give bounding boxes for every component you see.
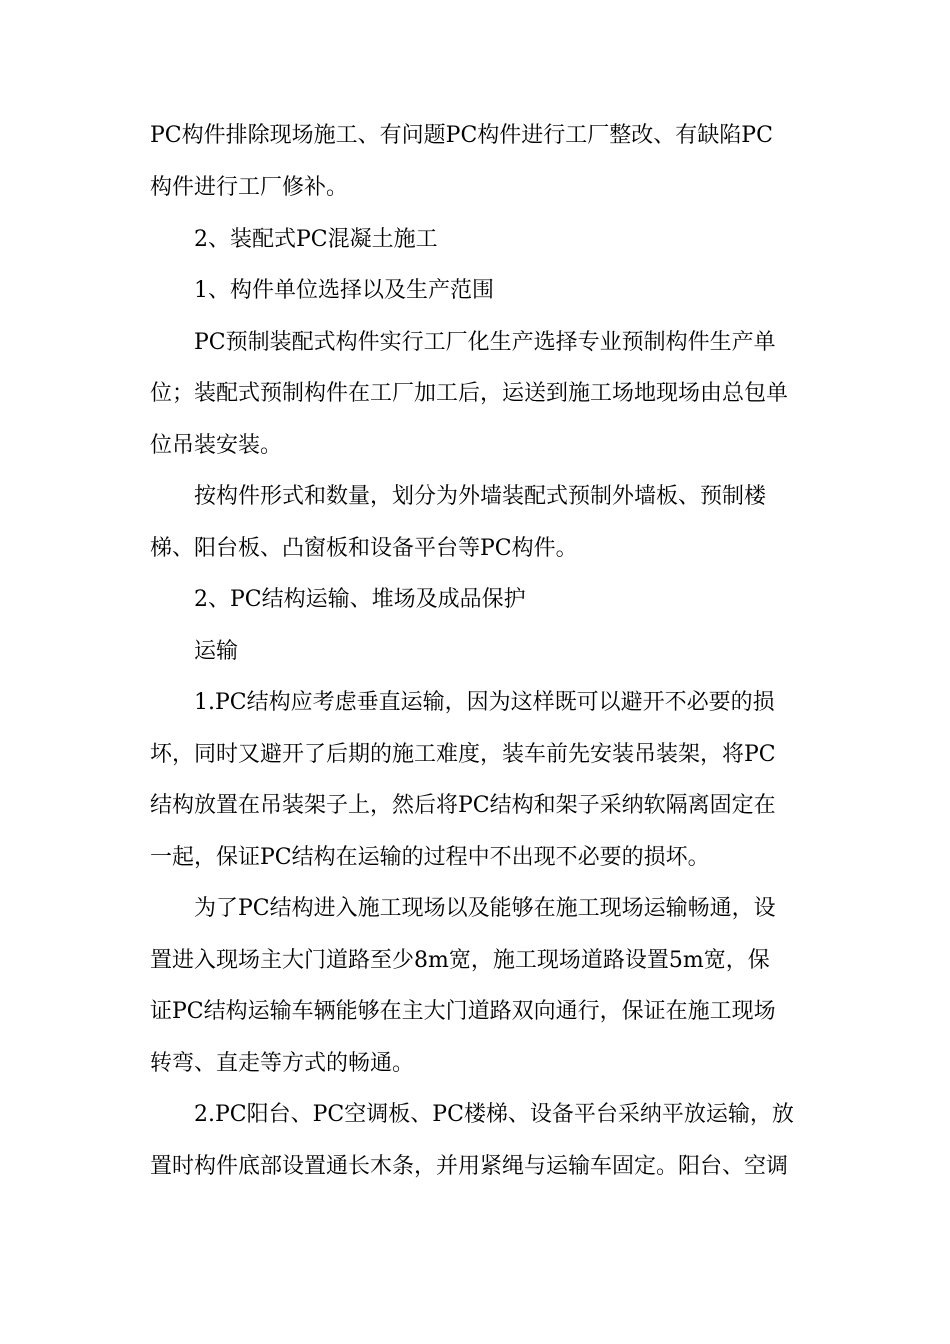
text-line: 2.PC阳台、PC空调板、PC楼梯、设备平台采纳平放运输，放 (194, 1102, 794, 1127)
subsection-heading: 1、构件单位选择以及生产范围 (194, 278, 494, 303)
text-line: PC构件排除现场施工、有问题PC构件进行工厂整改、有缺陷PC (150, 123, 773, 148)
text-line: 置进入现场主大门道路至少8m宽，施工现场道路设置5m宽，保 (150, 948, 770, 973)
text-line: 梯、阳台板、凸窗板和设备平台等PC构件。 (150, 536, 578, 561)
text-line: 1.PC结构应考虑垂直运输，因为这样既可以避开不必要的损 (194, 690, 775, 715)
text-line: 一起，保证PC结构在运输的过程中不出现不必要的损坏。 (150, 845, 710, 870)
text-line: 结构放置在吊装架子上，然后将PC结构和架子采纳软隔离固定在 (150, 793, 776, 818)
text-line: 位；装配式预制构件在工厂加工后，运送到施工场地现场由总包单 (150, 381, 789, 406)
section-heading: 2、装配式PC混凝土施工 (194, 227, 438, 252)
text-line: 构件进行工厂修补。 (150, 175, 349, 200)
text-line: 位吊装安装。 (150, 433, 283, 458)
text-line: 置时构件底部设置通长木条，并用紧绳与运输车固定。阳台、空调 (150, 1154, 789, 1179)
subheading: 运输 (194, 639, 239, 664)
text-line: 按构件形式和数量，划分为外墙装配式预制外墙板、预制楼 (194, 484, 767, 509)
text-line: 转弯、直走等方式的畅通。 (150, 1051, 415, 1076)
text-line: 为了PC结构进入施工现场以及能够在施工现场运输畅通，设 (194, 896, 776, 921)
text-line: PC预制装配式构件实行工厂化生产选择专业预制构件生产单 (194, 330, 776, 355)
text-line: 证PC结构运输车辆能够在主大门道路双向通行，保证在施工现场 (150, 999, 776, 1024)
subsection-heading: 2、PC结构运输、堆场及成品保护 (194, 587, 526, 612)
text-line: 坏，同时又避开了后期的施工难度，装车前先安装吊装架，将PC (150, 742, 776, 767)
